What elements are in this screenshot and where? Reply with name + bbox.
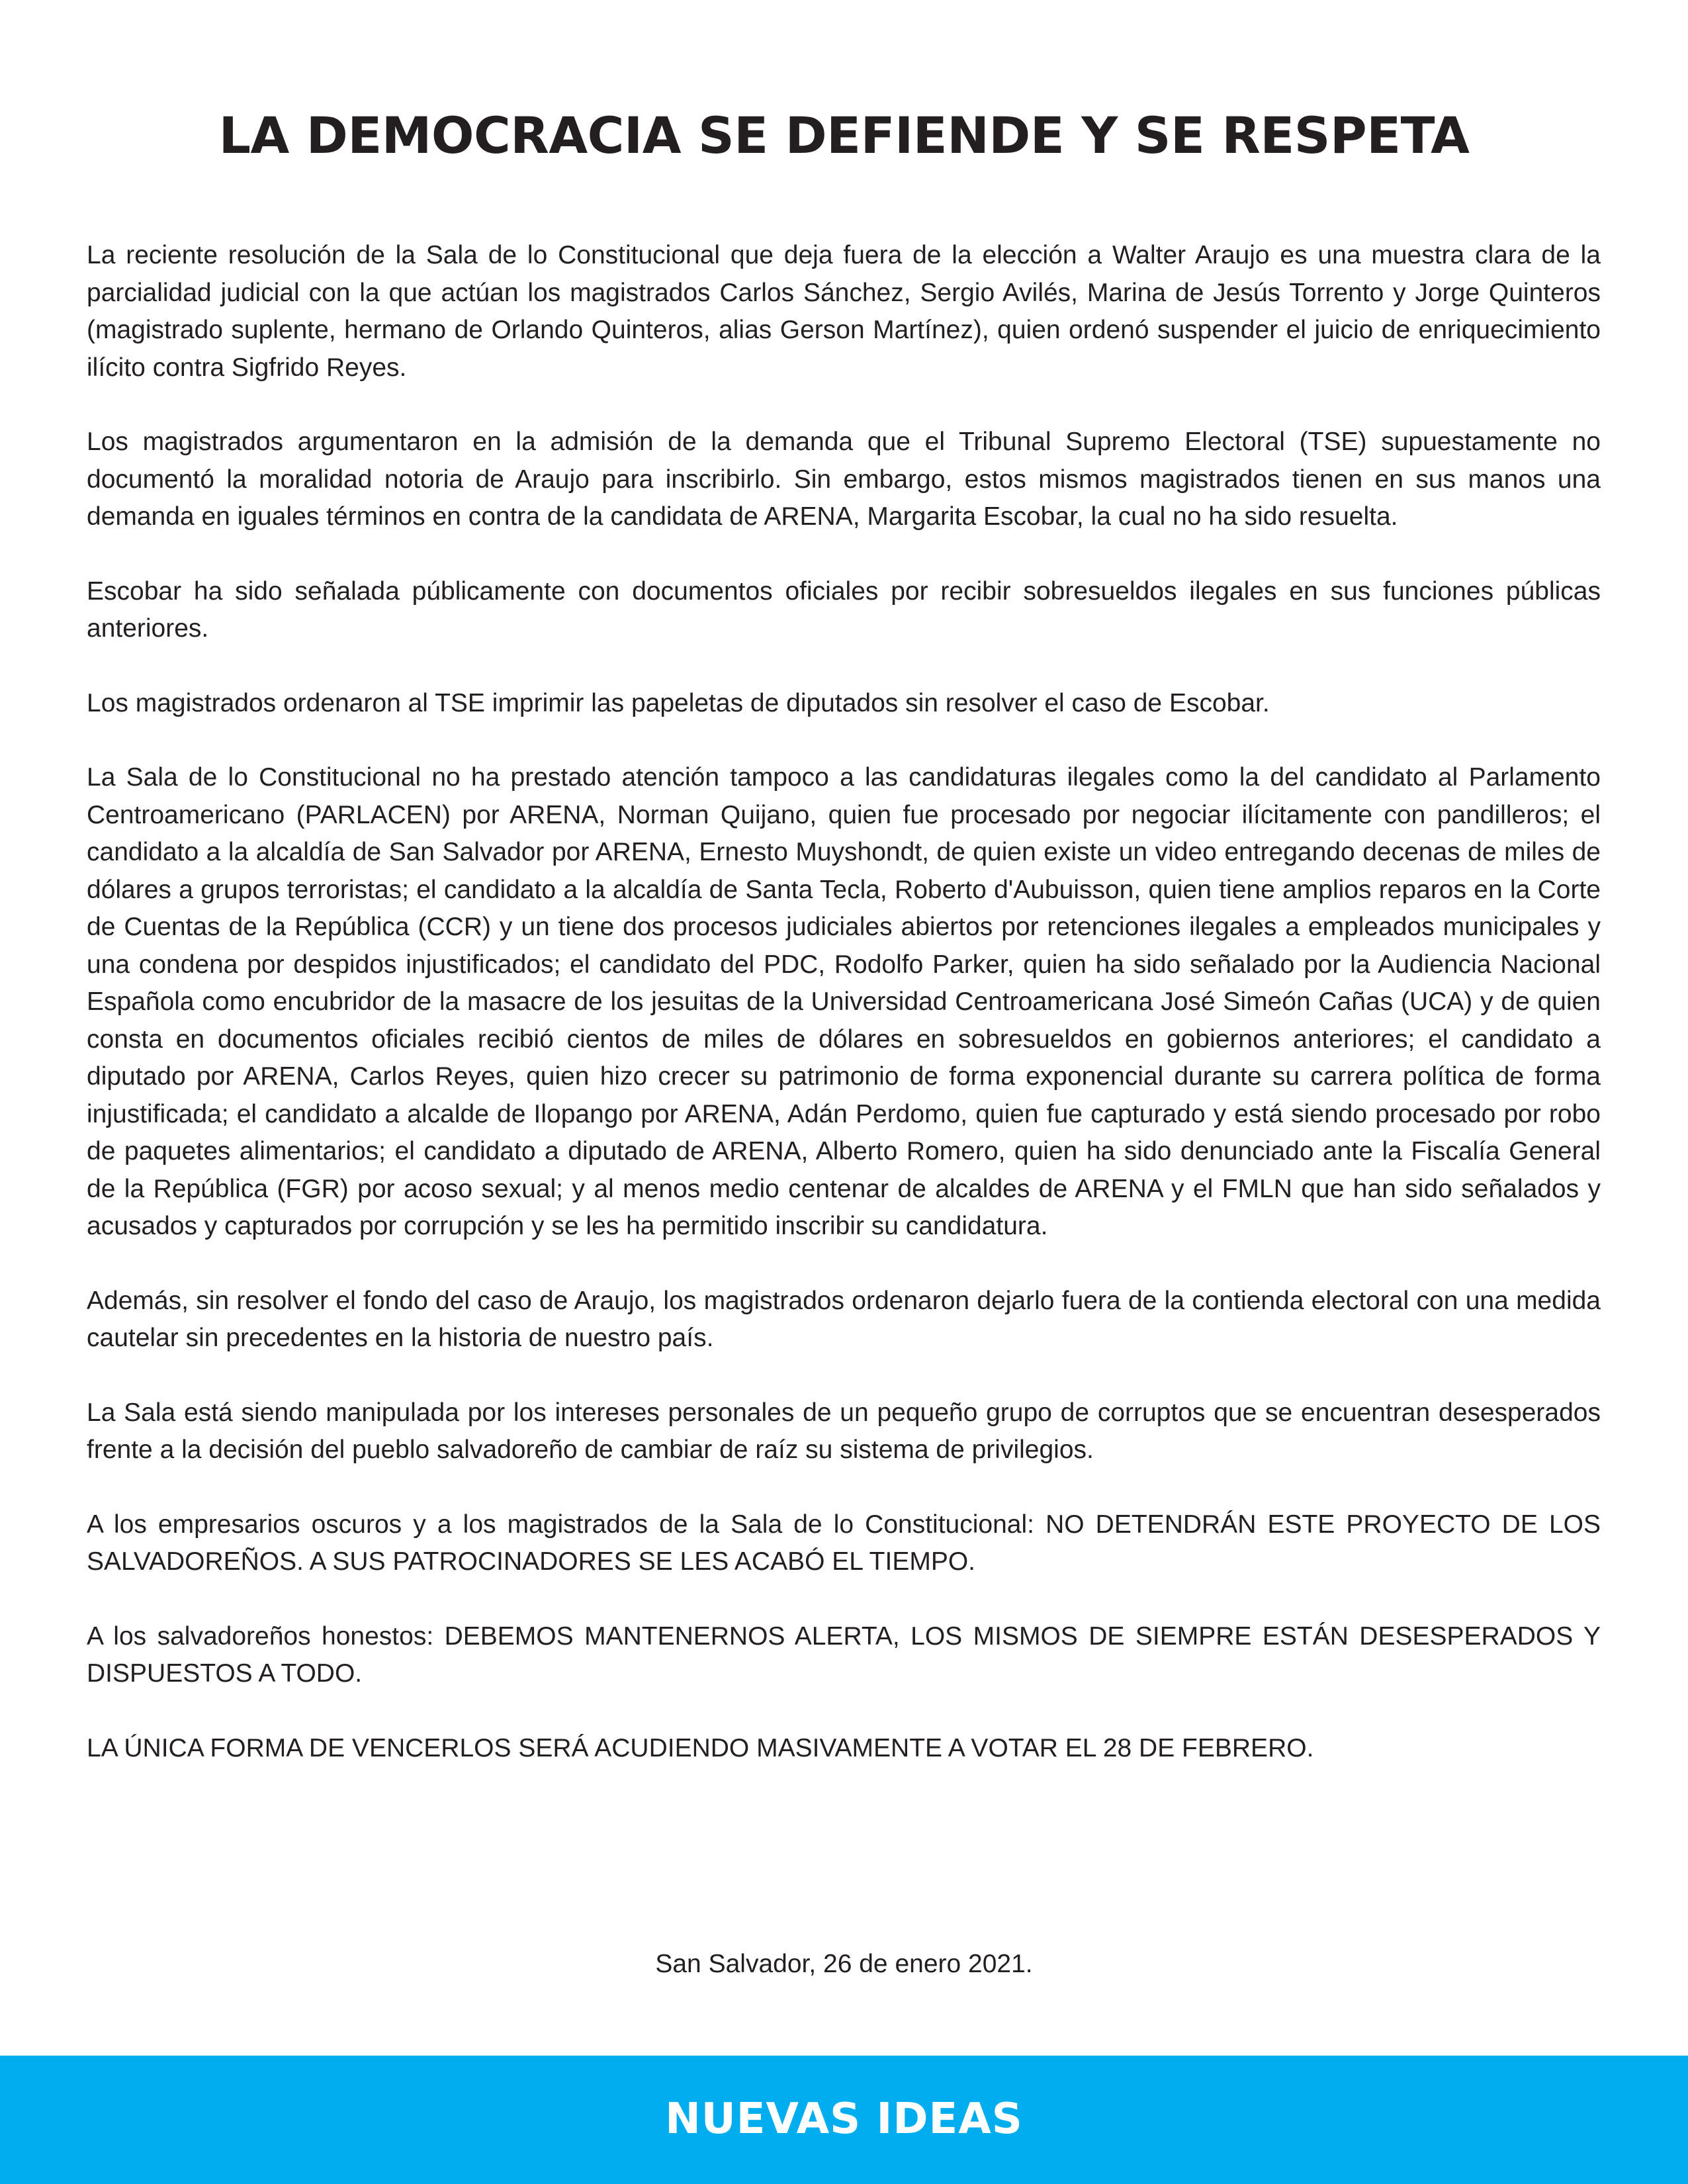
paragraph-3: Escobar ha sido señalada públicamente con documentos oficiales por recibir sobresueldos ilegales en sus funciones públicas anteriores. (87, 576, 1601, 643)
paragraph-2: Los magistrados argumentaron en la admisión de la demanda que el Tribunal Supremo Electoral (TSE) supuestamente no documentó la moralidad notoria de Araujo para inscribirlo. Sin embargo, estos mismos magistrados tienen en sus manos una demanda en iguales términos en contra de la candidata de ARENA, Margarita Escobar, la cual no ha sido resuelta. (87, 428, 1601, 531)
paragraph-10: LA ÚNICA FORMA DE VENCERLOS SERÁ ACUDIENDO MASIVAMENTE A VOTAR EL 28 DE FEBRERO. (87, 1733, 1314, 1762)
paragraph-4: Los magistrados ordenaron al TSE imprimir las papeletas de diputados sin resolver el caso de Escobar. (87, 688, 1270, 717)
paragraph-7: La Sala está siendo manipulada por los intereses personales de un pequeño grupo de corruptos que se encuentran desesperados frente a la decisión del pueblo salvadoreño de cambiar de raíz su sistema de privilegios. (87, 1398, 1601, 1464)
nuevas-ideas-logo: NUEVAS IDEAS (665, 2095, 1023, 2144)
paragraph-8: A los empresarios oscuros y a los magistrados de la Sala de lo Constitucional: NO DETENDRÁN ESTE PROYECTO DE LOS SALVADOREÑOS. A SUS PATROCINADORES SE LES ACABÓ EL TIEMPO. (87, 1510, 1601, 1576)
footer-band (0, 2056, 1688, 2184)
document-title: LA DEMOCRACIA SE DEFIENDE Y SE RESPETA (218, 106, 1470, 165)
paragraph-9: A los salvadoreños honestos: DEBEMOS MANTENERNOS ALERTA, LOS MISMOS DE SIEMPRE ESTÁN DESESPERADOS Y DISPUESTOS A TODO. (87, 1621, 1601, 1688)
paragraph-5: La Sala de lo Constitucional no ha prestado atención tampoco a las candidaturas ilegales como la del candidato al Parlamento Centroamericano (PARLACEN) por ARENA, Norman Quijano, quien fue procesado por negociar ilícitamente con pandilleros; el candidato a la alcaldía de San Salvador por ARENA, Ernesto Muyshondt, de quien existe un video entregando decenas de miles de dólares a grupos terroristas; el candidato a la alcaldía de Santa Tecla, Roberto d'Aubuisson, quien tiene amplios reparos en la Corte de Cuentas de la República (CCR) y un tiene dos procesos judiciales abiertos por retenciones ilegales a empleados municipales y una condena por despidos injustificados; el candidato del PDC, Rodolfo Parker, quien ha sido señalado por la Audiencia Nacional Española como encubridor de la masacre de los jesuitas de la Universidad Centroamericana José Simeón Cañas (UCA) y de quien consta en documentos oficiales recibió cientos de miles de dólares en sobresueldos en gobiernos anteriores; el candidato a diputado por ARENA, Carlos Reyes, quien hizo crecer su patrimonio de forma exponencial durante su carrera política de forma injustificada; el candidato a alcalde de Ilopango por ARENA, Adán Perdomo, quien fue capturado y está siendo procesado por robo de paquetes alimentarios; el candidato a diputado de ARENA, Alberto Romero, quien ha sido denunciado ante la Fiscalía General de la República (FGR) por acoso sexual; y al menos medio centenar de alcaldes de ARENA y el FMLN que han sido señalados y acusados y capturados por corrupción y se les ha permitido inscribir su candidatura. (87, 763, 1601, 1240)
signature-line: San Salvador, 26 de enero 2021. (655, 1950, 1033, 1978)
document-body (87, 237, 1601, 1804)
paragraph-6: Además, sin resolver el fondo del caso de Araujo, los magistrados ordenaron dejarlo fuera de la contienda electoral con una medida cautelar sin precedentes en la historia de nuestro país. (87, 1286, 1601, 1352)
paragraph-1: La reciente resolución de la Sala de lo Constitucional que deja fuera de la elección a Walter Araujo es una muestra clara de la parcialidad judicial con la que actúan los magistrados Carlos Sánchez, Sergio Avilés, Marina de Jesús Torrento y Jorge Quinteros (magistrado suplente, hermano de Orlando Quinteros, alias Gerson Martínez), quien ordenó suspender el juicio de enriquecimiento ilícito contra Sigfrido Reyes. (87, 241, 1601, 382)
